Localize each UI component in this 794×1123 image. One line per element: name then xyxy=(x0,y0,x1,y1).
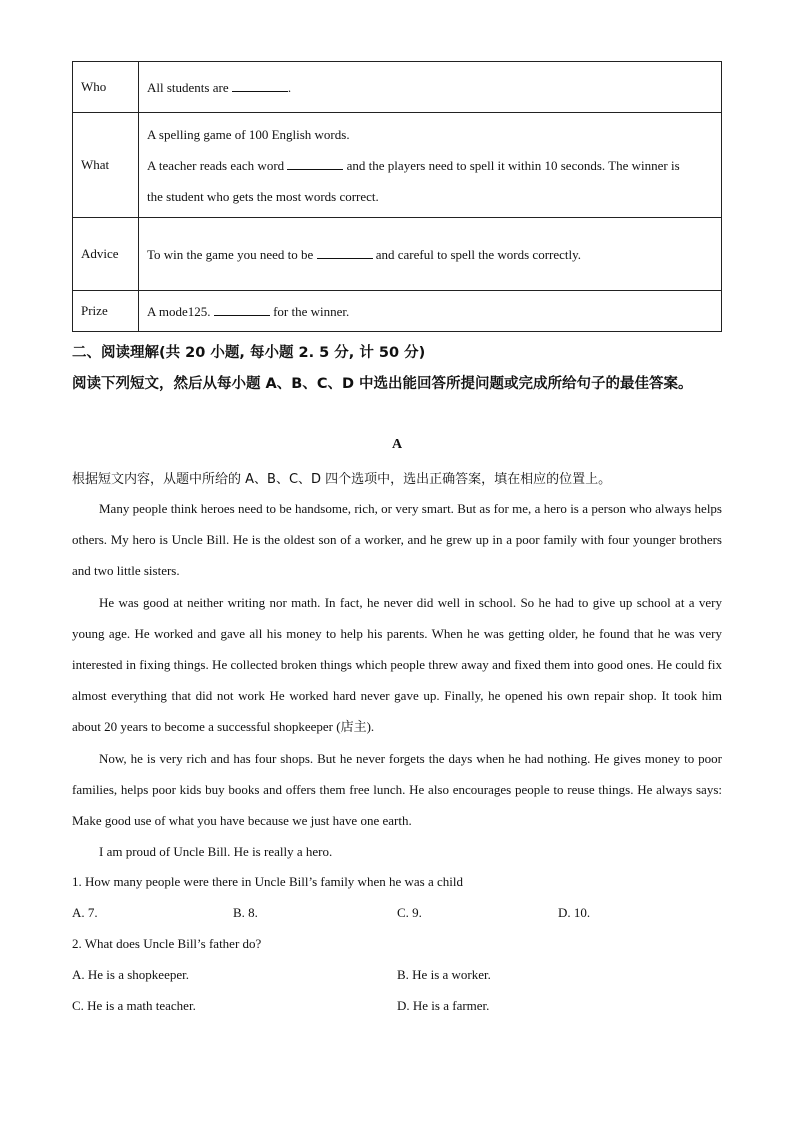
option-b[interactable]: B. He is a worker. xyxy=(397,967,491,982)
option-c[interactable]: C. He is a math teacher. xyxy=(72,998,196,1013)
passage-letter: A xyxy=(391,437,403,452)
text-segment: and careful to spell the words correctly. xyxy=(372,246,582,262)
text-segment: All students are xyxy=(147,79,232,95)
game-info-table xyxy=(72,61,722,332)
text-segment: and the players need to spell it within 10 seconds. The winner is xyxy=(343,157,680,173)
passage-instruction: 根据短文内容，从题中所给的 A、B、C、D 四个选项中，选出正确答案，填在相应的位置上。 xyxy=(72,472,612,487)
paragraph: I am proud of Uncle Bill. He is really a hero. xyxy=(99,844,333,860)
text-segment: A teacher reads each word xyxy=(147,157,288,173)
option-d[interactable]: D. 10. xyxy=(558,905,591,920)
text-segment: A mode125. xyxy=(147,303,214,319)
content-line: A spelling game of 100 English words. xyxy=(147,126,350,142)
row-header: What xyxy=(73,113,139,218)
content-line: the student who gets the most words correct. xyxy=(147,188,379,204)
content-line xyxy=(147,239,711,270)
text-segment: . xyxy=(287,79,292,95)
question-stem: 2. What does Uncle Bill’s father do? xyxy=(72,936,262,951)
option-a[interactable]: A. 7. xyxy=(72,905,98,920)
text-segment: for the winner. xyxy=(269,303,350,319)
answer-blank[interactable] xyxy=(232,78,288,92)
content-line xyxy=(147,150,711,181)
row-content xyxy=(139,218,722,291)
paragraph: Now, he is very rich and has four shops. But he never forgets the days when he had nothing. He gives money to poor families, helps poor kids buy books and offers them free lunch. He also encourages people to reuse things. He always says: Make good use of what you have because we just have one earth. xyxy=(72,750,722,829)
question-stem: 1. How many people were there in Uncle Bill’s family when he was a child xyxy=(72,874,463,889)
passage-body xyxy=(72,493,722,867)
row-content xyxy=(139,113,722,218)
row-header: Who xyxy=(73,62,139,113)
table-row-who xyxy=(73,62,722,113)
paragraph: Many people think heroes need to be handsome, rich, or very smart. But as for me, a hero is a person who always helps others. My hero is Uncle Bill. He is the oldest son of a worker, and he grew up in a poor family with four younger brothers and two little sisters. xyxy=(72,501,722,579)
row-content xyxy=(139,291,722,332)
row-content xyxy=(139,62,722,113)
option-a[interactable]: A. He is a shopkeeper. xyxy=(72,967,189,982)
section-heading: 二、阅读理解(共 20 小题, 每小题 2. 5 分, 计 50 分) xyxy=(72,345,426,361)
table-row-advice xyxy=(73,218,722,291)
paragraph: He was good at neither writing nor math. In fact, he never did well in school. So he had to give up school at a very young age. He worked and gave all his money to help his parents. When he was getting older, he found that he was very interested in fixing things. He collected broken things which people threw away and fixed them into good ones. He could fix almost everything that did not work He worked hard never gave up. Finally, he opened his own repair shop. It took him about 20 years to become a successful shopkeeper (店主). xyxy=(72,594,722,735)
option-c[interactable]: C. 9. xyxy=(397,905,422,920)
text-segment: To win the game you need to be xyxy=(147,246,317,262)
table-row-prize xyxy=(73,291,722,332)
row-header: Advice xyxy=(73,218,139,291)
section-instruction: 阅读下列短文，然后从每小题 A、B、C、D 中选出能回答所提问题或完成所给句子的最佳答案。 xyxy=(72,376,693,392)
option-d[interactable]: D. He is a farmer. xyxy=(397,998,490,1013)
option-b[interactable]: B. 8. xyxy=(233,905,258,920)
row-header: Prize xyxy=(73,291,139,332)
answer-blank[interactable] xyxy=(214,302,270,316)
content-line xyxy=(147,296,711,327)
answer-blank[interactable] xyxy=(317,245,373,259)
table-row-what xyxy=(73,113,722,218)
content-line xyxy=(147,72,711,103)
answer-blank[interactable] xyxy=(287,156,343,170)
